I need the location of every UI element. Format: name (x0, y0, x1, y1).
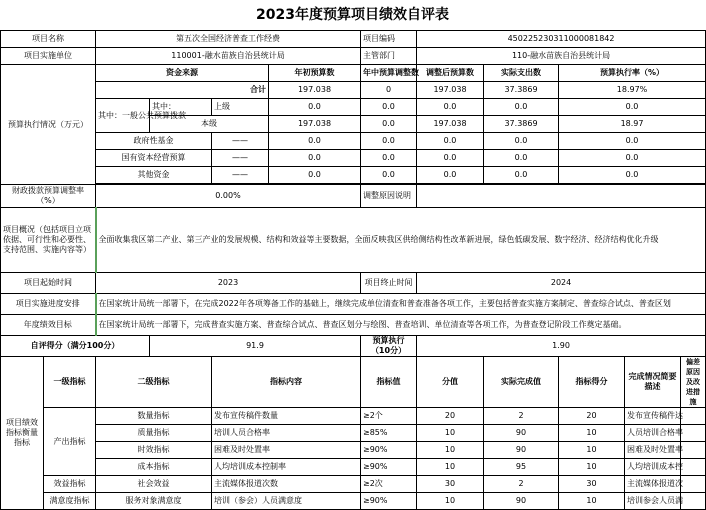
table-row (1, 493, 706, 510)
perf-row-earned: 10 (559, 425, 625, 442)
budget-header-adjust: 年中预算调整数 (361, 65, 417, 82)
benefit-indicator-label: 效益指标 (44, 476, 96, 493)
progress-label: 项目实施进度安排 (1, 294, 96, 315)
perf-row-earned: 30 (559, 476, 625, 493)
perf-row-actual: 2 (484, 476, 559, 493)
other-fund-initial: 0.0 (269, 167, 361, 184)
perf-section-label: 项目绩效指标衡量指标 (1, 357, 44, 510)
other-fund-adjusted: 0.0 (417, 167, 484, 184)
perf-row-desc: 发布宣传稿件达 (625, 408, 681, 425)
total-initial: 197.038 (269, 82, 361, 99)
perf-row-score: 10 (417, 459, 484, 476)
perf-row-actual: 95 (484, 459, 559, 476)
gov-fund-dash: —— (212, 133, 269, 150)
gov-fund-adjusted: 0.0 (417, 133, 484, 150)
state-capital-initial: 0.0 (269, 150, 361, 167)
project-code-label: 项目编码 (361, 31, 417, 48)
project-code-value: 450225230311000081842 (417, 31, 706, 48)
perf-header-actual: 实际完成值 (484, 357, 559, 408)
table-row (1, 408, 706, 425)
page-title: 2023年度预算项目绩效自评表 (256, 7, 449, 23)
sub-label: 其中： (150, 99, 212, 116)
perf-row-target: ≥90% (361, 442, 417, 459)
perf-row-earned: 10 (559, 459, 625, 476)
perf-row-l2: 服务对象满意度 (96, 493, 212, 510)
upper-rate: 0.0 (559, 99, 706, 116)
other-fund-rate: 0.0 (559, 167, 706, 184)
end-time-label: 项目终止时间 (361, 273, 417, 294)
perf-row-earned: 20 (559, 408, 625, 425)
upper-adjusted: 0.0 (417, 99, 484, 116)
end-time-value: 2024 (417, 273, 706, 294)
perf-row-desc: 培训参会人员满 (625, 493, 681, 510)
perf-row-reason (681, 425, 706, 442)
annual-goal-label: 年度绩效目标 (1, 315, 96, 336)
upper-label: 上级 (212, 99, 269, 116)
upper-adjust: 0.0 (361, 99, 417, 116)
perf-header-content: 指标内容 (212, 357, 361, 408)
perf-row-target: ≥85% (361, 425, 417, 442)
other-fund-actual: 0.0 (484, 167, 559, 184)
impl-unit-value: 110001-融水苗族自治县统计局 (96, 48, 361, 65)
perf-row-target: ≥90% (361, 459, 417, 476)
perf-row-l2: 社会效益 (96, 476, 212, 493)
perf-row-l2: 质量指标 (96, 425, 212, 442)
state-capital-rate: 0.0 (559, 150, 706, 167)
perf-row-score: 10 (417, 493, 484, 510)
general-budget-label: 其中：一般公共预算拨款 (96, 99, 150, 133)
perf-row-actual: 90 (484, 425, 559, 442)
table-row (1, 425, 706, 442)
perf-row-actual: 2 (484, 408, 559, 425)
own-rate: 18.97 (559, 116, 706, 133)
total-adjusted: 197.038 (417, 82, 484, 99)
table-row (1, 442, 706, 459)
perf-row-score: 30 (417, 476, 484, 493)
other-fund-dash: —— (212, 167, 269, 184)
start-time-value: 2023 (96, 273, 361, 294)
budget-header-actual: 实际支出数 (484, 65, 559, 82)
output-indicator-label: 产出指标 (44, 408, 96, 476)
perf-row-content: 培训（参会）人员满意度 (212, 493, 361, 510)
state-capital-adjust: 0.0 (361, 150, 417, 167)
total-rate: 18.97% (559, 82, 706, 99)
gov-fund-adjust: 0.0 (361, 133, 417, 150)
perf-row-content: 培训人员合格率 (212, 425, 361, 442)
perf-row-desc: 困难及时处置率 (625, 442, 681, 459)
perf-header-score: 分值 (417, 357, 484, 408)
budget-header-initial: 年初预算数 (269, 65, 361, 82)
perf-row-score: 10 (417, 425, 484, 442)
state-capital-actual: 0.0 (484, 150, 559, 167)
self-score-label: 自评得分（满分100分） (1, 336, 150, 357)
perf-row-content: 困难及时处置率 (212, 442, 361, 459)
impl-unit-label: 项目实施单位 (1, 48, 96, 65)
perf-row-reason (681, 442, 706, 459)
perf-row-reason (681, 476, 706, 493)
perf-row-content: 主流媒体报道次数 (212, 476, 361, 493)
own-adjusted: 197.038 (417, 116, 484, 133)
perf-row-score: 10 (417, 442, 484, 459)
evaluation-table (0, 30, 706, 510)
perf-header-l2: 二级指标 (96, 357, 212, 408)
own-initial: 197.038 (269, 116, 361, 133)
table-row (1, 476, 706, 493)
own-actual: 37.3869 (484, 116, 559, 133)
total-adjust: 0 (361, 82, 417, 99)
perf-row-l2: 时效指标 (96, 442, 212, 459)
perf-row-desc: 主流媒体报道次 (625, 476, 681, 493)
project-name-value: 第五次全国经济普查工作经费 (96, 31, 361, 48)
perf-row-actual: 90 (484, 442, 559, 459)
adjust-reason-label: 调整原因说明 (361, 185, 417, 208)
perf-row-reason (681, 408, 706, 425)
perf-header-desc: 完成情况简要描述 (625, 357, 681, 408)
total-label: 合计 (96, 82, 269, 99)
perf-row-earned: 10 (559, 442, 625, 459)
perf-row-actual: 90 (484, 493, 559, 510)
perf-row-l2: 数量指标 (96, 408, 212, 425)
other-fund-adjust: 0.0 (361, 167, 417, 184)
perf-row-desc: 人均培训成本控 (625, 459, 681, 476)
perf-row-reason (681, 459, 706, 476)
upper-actual: 0.0 (484, 99, 559, 116)
perf-row-earned: 10 (559, 493, 625, 510)
perf-header-target: 指标值 (361, 357, 417, 408)
adjust-reason-value (417, 185, 706, 208)
perf-header-reason: 偏差原因及改进措施 (681, 357, 706, 408)
perf-row-target: ≥2次 (361, 476, 417, 493)
upper-initial: 0.0 (269, 99, 361, 116)
project-name-label: 项目名称 (1, 31, 96, 48)
perf-header-l1: 一级指标 (44, 357, 96, 408)
perf-row-target: ≥90% (361, 493, 417, 510)
dept-value: 110-融水苗族自治县统计局 (417, 48, 706, 65)
fiscal-adjust-value: 0.00% (96, 185, 361, 208)
gov-fund-label: 政府性基金 (96, 133, 212, 150)
perf-row-reason (681, 493, 706, 510)
perf-row-content: 人均培训成本控制率 (212, 459, 361, 476)
self-score-value: 91.9 (150, 336, 361, 357)
other-fund-label: 其他资金 (96, 167, 212, 184)
perf-header-earned: 指标得分 (559, 357, 625, 408)
fiscal-adjust-label: 财政拨款预算调整率（%） (1, 185, 96, 208)
state-capital-adjusted: 0.0 (417, 150, 484, 167)
budget-section-label: 预算执行情况（万元） (1, 65, 96, 185)
overview-label: 项目概况（包括项目立项依据、可行性和必要性、支持范围、实施内容等） (1, 208, 96, 273)
total-actual: 37.3869 (484, 82, 559, 99)
budget-header-rate: 预算执行率（%） (559, 65, 706, 82)
perf-row-target: ≥2个 (361, 408, 417, 425)
progress-text: 在国家统计局统一部署下，在完成2022年各项筹备工作的基础上，继续完成单位清查和普查准备各项工作，主要包括普查实施方案制定、普查综合试点、普查区划 (96, 294, 706, 315)
dept-label: 主管部门 (361, 48, 417, 65)
budget-exec-value: 1.90 (417, 336, 706, 357)
gov-fund-rate: 0.0 (559, 133, 706, 150)
state-capital-dash: —— (212, 150, 269, 167)
start-time-label: 项目起始时间 (1, 273, 96, 294)
budget-header-source: 资金来源 (96, 65, 269, 82)
satisfaction-indicator-label: 满意度指标 (44, 493, 96, 510)
gov-fund-actual: 0.0 (484, 133, 559, 150)
perf-row-desc: 人员培训合格率 (625, 425, 681, 442)
state-capital-label: 国有资本经营预算 (96, 150, 212, 167)
budget-header-adjusted: 调整后预算数 (417, 65, 484, 82)
perf-row-score: 20 (417, 408, 484, 425)
overview-text: 全面收集我区第二产业、第三产业的发展规模、结构和效益等主要数据，全面反映我区供给侧结构性改革新进展，绿色低碳发展、数字经济、经济结构优化升级 (96, 208, 706, 273)
own-adjust: 0.0 (361, 116, 417, 133)
annual-goal-text: 在国家统计局统一部署下，完成普查实施方案、普查综合试点、普查区划分与绘图、普查培训、单位清查等各项工作，为普查登记阶段工作奠定基础。 (96, 315, 706, 336)
own-label: 本级 (150, 116, 269, 133)
perf-row-content: 发布宣传稿件数量 (212, 408, 361, 425)
budget-exec-label: 预算执行（10分） (361, 336, 417, 357)
perf-row-l2: 成本指标 (96, 459, 212, 476)
table-row (1, 459, 706, 476)
gov-fund-initial: 0.0 (269, 133, 361, 150)
